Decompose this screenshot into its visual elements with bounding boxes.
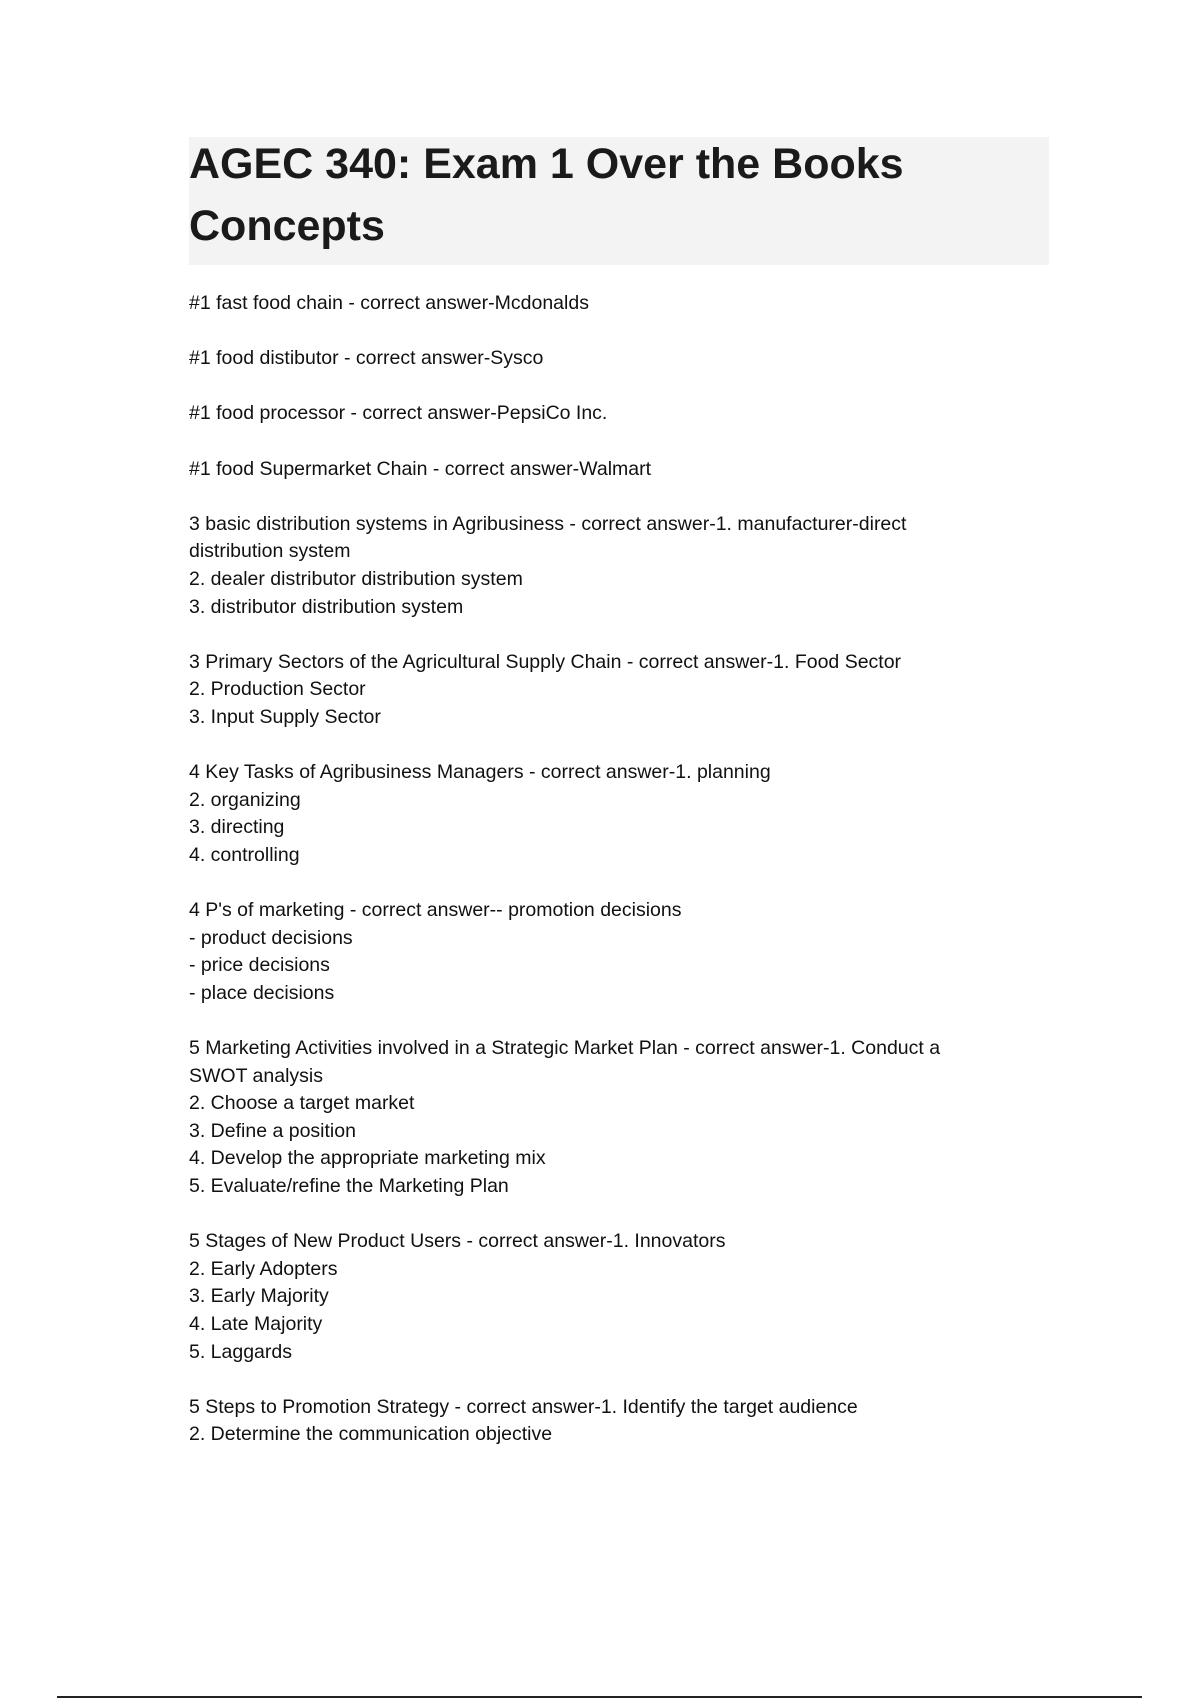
qa-entry [189, 759, 1049, 869]
qa-entry-question-line: 3 basic distribution systems in Agribusiness - correct answer-1. manufacturer-direct [189, 512, 907, 535]
qa-entry-answer-line: - product decisions [189, 926, 353, 949]
qa-entry-answer-line: 2. dealer distributor distribution system [189, 567, 523, 590]
qa-entry-answer-line: 3. Input Supply Sector [189, 705, 381, 728]
qa-entry-answer-line: - price decisions [189, 954, 330, 977]
qa-entry-answer-line: 2. Choose a target market [189, 1092, 415, 1115]
qa-entry-question-line: 5 Stages of New Product Users - correct answer-1. Innovators [189, 1230, 726, 1253]
qa-entry-answer-line: distribution system [189, 540, 351, 563]
qa-entry-question-line: 5 Marketing Activities involved in a Strategic Market Plan - correct answer-1. Conduct a [189, 1037, 941, 1060]
qa-entry-answer-line: 4. Develop the appropriate marketing mix [189, 1147, 546, 1170]
qa-entry-answer-line: 4. controlling [189, 843, 300, 866]
qa-entry-answer-line: 2. Production Sector [189, 678, 366, 701]
qa-entry-answer-line: 3. distributor distribution system [189, 595, 464, 618]
qa-entry [189, 1228, 1049, 1366]
qa-entry [189, 290, 1049, 318]
qa-entry-question-line: #1 food processor - correct answer-PepsiCo Inc. [189, 402, 608, 425]
qa-entry [189, 511, 1049, 621]
qa-entry-answer-line: 4. Late Majority [189, 1312, 323, 1335]
qa-entry-question-line: #1 food Supermarket Chain - correct answer-Walmart [189, 457, 652, 480]
qa-entry-question-line: 4 Key Tasks of Agribusiness Managers - correct answer-1. planning [189, 761, 771, 784]
qa-entry [189, 1394, 1049, 1449]
qa-entry-question-line: 4 P's of marketing - correct answer-- promotion decisions [189, 899, 682, 922]
qa-entry-answer-line: 5. Evaluate/refine the Marketing Plan [189, 1175, 509, 1197]
qa-entry [189, 400, 1049, 428]
page-title-line-2: Concepts [189, 202, 385, 250]
qa-entry-answer-line: 3. directing [189, 816, 285, 839]
qa-entry [189, 345, 1049, 373]
qa-entry [189, 456, 1049, 484]
qa-entry-answer-line: 5. Laggards [189, 1340, 292, 1363]
qa-entry-question-line: 3 Primary Sectors of the Agricultural Supply Chain - correct answer-1. Food Sector [189, 650, 902, 673]
qa-entry-answer-line: 3. Define a position [189, 1119, 356, 1142]
qa-entry-answer-line: 3. Early Majority [189, 1285, 329, 1308]
qa-list [189, 290, 1049, 1477]
qa-entry-answer-line: 2. organizing [189, 788, 301, 811]
footer-rule [57, 1696, 1142, 1698]
qa-entry-answer-line: - place decisions [189, 981, 335, 1004]
qa-entry-question-line: #1 fast food chain - correct answer-Mcdonalds [189, 292, 589, 314]
qa-entry-answer-line: 2. Determine the communication objective [189, 1423, 553, 1446]
qa-entry-question-line: #1 food distibutor - correct answer-Sysco [189, 347, 544, 370]
qa-entry-answer-line: SWOT analysis [189, 1064, 324, 1087]
qa-entry [189, 1035, 1049, 1201]
page-title-line-1: AGEC 340: Exam 1 Over the Books [189, 140, 904, 188]
qa-entry-answer-line: 2. Early Adopters [189, 1257, 338, 1280]
qa-entry [189, 897, 1049, 1007]
qa-entry [189, 649, 1049, 732]
qa-entry-question-line: 5 Steps to Promotion Strategy - correct answer-1. Identify the target audience [189, 1395, 858, 1418]
